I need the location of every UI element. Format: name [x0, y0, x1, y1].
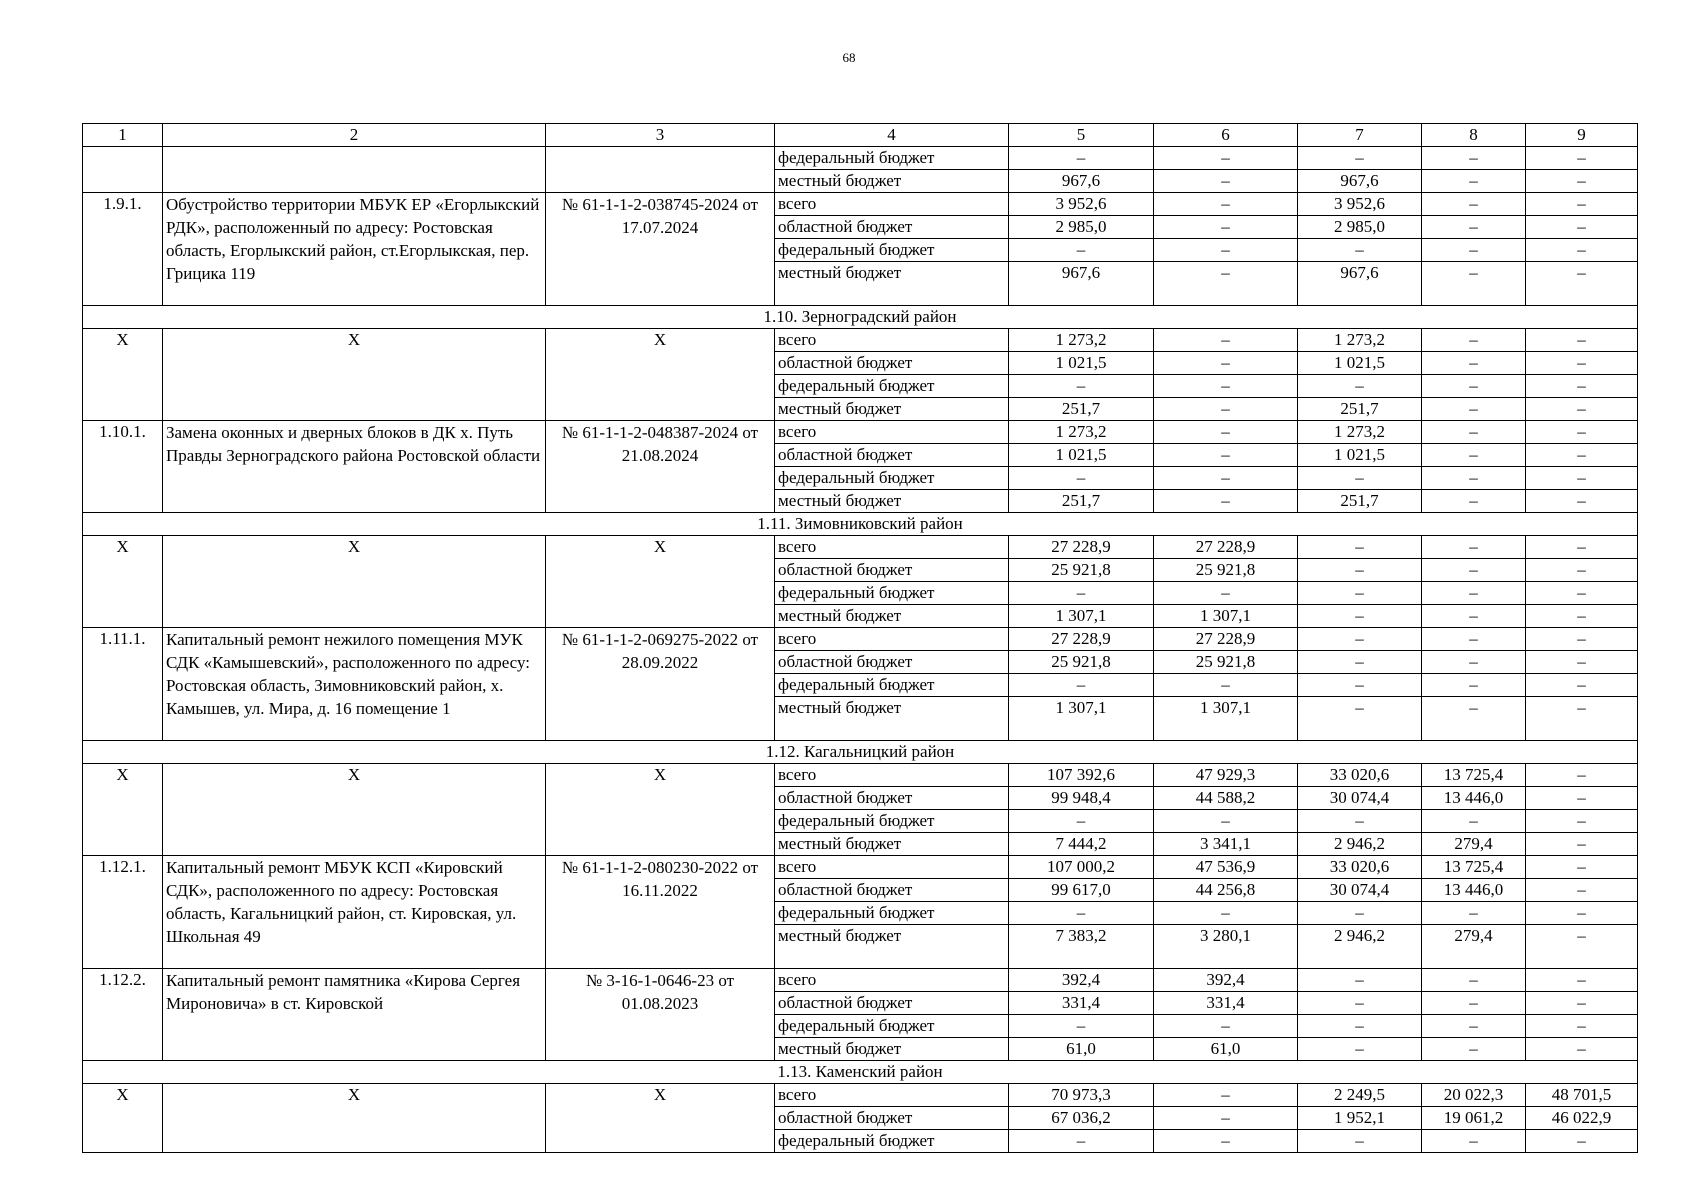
value-cell: 13 446,0	[1422, 787, 1526, 810]
item-description: Замена оконных и дверных блоков в ДК х. Путь Правды Зерноградского района Ростовской области	[163, 421, 546, 513]
value-cell: –	[1526, 925, 1638, 969]
source-label: всего	[775, 421, 1009, 444]
source-label: местный бюджет	[775, 697, 1009, 741]
value-cell: –	[1422, 651, 1526, 674]
value-cell: –	[1154, 147, 1298, 170]
item-number: 1.12.2.	[83, 969, 163, 1061]
value-cell: –	[1154, 262, 1298, 306]
value-cell: –	[1422, 605, 1526, 628]
item-number: 1.11.1.	[83, 628, 163, 741]
value-cell: 30 074,4	[1298, 879, 1422, 902]
value-cell: 48 701,5	[1526, 1084, 1638, 1107]
value-cell: 3 280,1	[1154, 925, 1298, 969]
value-cell: 20 022,3	[1422, 1084, 1526, 1107]
value-cell: 331,4	[1154, 992, 1298, 1015]
source-label: местный бюджет	[775, 398, 1009, 421]
value-cell: 1 021,5	[1009, 352, 1154, 375]
value-cell: 251,7	[1298, 490, 1422, 513]
value-cell: –	[1422, 239, 1526, 262]
value-cell: 1 307,1	[1009, 697, 1154, 741]
value-cell: –	[1422, 1038, 1526, 1061]
source-label: всего	[775, 628, 1009, 651]
empty-cell	[163, 147, 546, 193]
value-cell: –	[1298, 147, 1422, 170]
section-header-row	[83, 513, 1638, 536]
value-cell: 3 952,6	[1298, 193, 1422, 216]
value-cell: –	[1154, 398, 1298, 421]
source-label: федеральный бюджет	[775, 1015, 1009, 1038]
value-cell: 27 228,9	[1154, 628, 1298, 651]
document-reference: № 61-1-1-2-069275-2022 от 28.09.2022	[546, 628, 775, 741]
header-cell-5: 5	[1009, 124, 1154, 147]
item-row	[83, 421, 1638, 444]
value-cell: 33 020,6	[1298, 764, 1422, 787]
value-cell: 25 921,8	[1154, 651, 1298, 674]
value-cell: –	[1526, 559, 1638, 582]
item-description: Капитальный ремонт нежилого помещения МУК СДК «Камышевский», расположенного по адресу: Ростовская область, Зимовниковский район, х. Камышев, ул. Мира, д. 16 помещение 1	[163, 628, 546, 741]
value-cell: –	[1526, 651, 1638, 674]
value-cell: –	[1526, 421, 1638, 444]
source-label: федеральный бюджет	[775, 147, 1009, 170]
value-cell: –	[1009, 810, 1154, 833]
source-label: областной бюджет	[775, 559, 1009, 582]
value-cell: 67 036,2	[1009, 1107, 1154, 1130]
value-cell: 25 921,8	[1009, 559, 1154, 582]
section-title: 1.13. Каменский район	[83, 1061, 1638, 1084]
section-title: 1.10. Зерноградский район	[83, 306, 1638, 329]
value-cell: 967,6	[1298, 262, 1422, 306]
value-cell: –	[1526, 147, 1638, 170]
value-cell: –	[1009, 147, 1154, 170]
document-reference: № 61-1-1-2-038745-2024 от 17.07.2024	[546, 193, 775, 306]
value-cell: 25 921,8	[1009, 651, 1154, 674]
value-cell: 107 392,6	[1009, 764, 1154, 787]
value-cell: –	[1526, 697, 1638, 741]
source-label: областной бюджет	[775, 444, 1009, 467]
value-cell: –	[1422, 170, 1526, 193]
value-cell: –	[1526, 375, 1638, 398]
value-cell: –	[1422, 444, 1526, 467]
value-cell: 1 307,1	[1154, 697, 1298, 741]
source-label: областной бюджет	[775, 216, 1009, 239]
value-cell: 251,7	[1298, 398, 1422, 421]
value-cell: –	[1526, 628, 1638, 651]
x-mark: X	[546, 1084, 775, 1153]
value-cell: –	[1422, 375, 1526, 398]
value-cell: –	[1298, 1130, 1422, 1153]
value-cell: –	[1422, 216, 1526, 239]
value-cell: –	[1154, 216, 1298, 239]
value-cell: –	[1298, 1015, 1422, 1038]
value-cell: 44 256,8	[1154, 879, 1298, 902]
value-cell: 2 985,0	[1298, 216, 1422, 239]
value-cell: –	[1526, 856, 1638, 879]
value-cell: 30 074,4	[1298, 787, 1422, 810]
value-cell: –	[1154, 810, 1298, 833]
header-cell-3: 3	[546, 124, 775, 147]
value-cell: –	[1422, 1015, 1526, 1038]
header-cell-4: 4	[775, 124, 1009, 147]
value-cell: –	[1526, 536, 1638, 559]
value-cell: –	[1154, 467, 1298, 490]
value-cell: 1 307,1	[1009, 605, 1154, 628]
source-label: всего	[775, 764, 1009, 787]
value-cell: –	[1298, 651, 1422, 674]
value-cell: –	[1298, 992, 1422, 1015]
value-cell: –	[1298, 810, 1422, 833]
value-cell: 3 341,1	[1154, 833, 1298, 856]
value-cell: –	[1298, 582, 1422, 605]
item-number: 1.9.1.	[83, 193, 163, 306]
header-cell-1: 1	[83, 124, 163, 147]
value-cell: –	[1298, 239, 1422, 262]
value-cell: –	[1422, 262, 1526, 306]
value-cell: –	[1422, 1130, 1526, 1153]
value-cell: –	[1526, 1038, 1638, 1061]
summary-row	[83, 329, 1638, 352]
source-label: федеральный бюджет	[775, 1130, 1009, 1153]
value-cell: –	[1009, 375, 1154, 398]
source-label: областной бюджет	[775, 992, 1009, 1015]
x-mark: X	[163, 764, 546, 856]
value-cell: –	[1154, 170, 1298, 193]
source-label: местный бюджет	[775, 170, 1009, 193]
source-label: областной бюджет	[775, 651, 1009, 674]
value-cell: –	[1298, 467, 1422, 490]
value-cell: –	[1526, 398, 1638, 421]
value-cell: –	[1526, 902, 1638, 925]
source-label: федеральный бюджет	[775, 674, 1009, 697]
source-label: местный бюджет	[775, 490, 1009, 513]
x-mark: X	[546, 329, 775, 421]
value-cell: 1 307,1	[1154, 605, 1298, 628]
source-label: местный бюджет	[775, 605, 1009, 628]
x-mark: X	[83, 329, 163, 421]
value-cell: –	[1298, 674, 1422, 697]
empty-cell	[83, 147, 163, 193]
value-cell: 1 952,1	[1298, 1107, 1422, 1130]
value-cell: 2 249,5	[1298, 1084, 1422, 1107]
x-mark: X	[83, 536, 163, 628]
section-title: 1.12. Кагальницкий район	[83, 741, 1638, 764]
value-cell: –	[1422, 329, 1526, 352]
value-cell: –	[1526, 1130, 1638, 1153]
header-cell-7: 7	[1298, 124, 1422, 147]
value-cell: –	[1422, 398, 1526, 421]
value-cell: 251,7	[1009, 398, 1154, 421]
value-cell: –	[1422, 147, 1526, 170]
value-cell: 279,4	[1422, 833, 1526, 856]
value-cell: –	[1526, 787, 1638, 810]
value-cell: –	[1298, 697, 1422, 741]
value-cell: 392,4	[1154, 969, 1298, 992]
value-cell: –	[1154, 1015, 1298, 1038]
value-cell: 13 725,4	[1422, 856, 1526, 879]
source-label: федеральный бюджет	[775, 239, 1009, 262]
value-cell: 967,6	[1009, 170, 1154, 193]
value-cell: –	[1298, 1038, 1422, 1061]
value-cell: 61,0	[1009, 1038, 1154, 1061]
value-cell: 13 446,0	[1422, 879, 1526, 902]
value-cell: 27 228,9	[1009, 628, 1154, 651]
value-cell: 1 273,2	[1009, 421, 1154, 444]
value-cell: –	[1422, 490, 1526, 513]
value-cell: 331,4	[1009, 992, 1154, 1015]
source-label: всего	[775, 329, 1009, 352]
value-cell: 1 021,5	[1009, 444, 1154, 467]
value-cell: –	[1422, 193, 1526, 216]
item-row	[83, 969, 1638, 992]
value-cell: –	[1154, 1084, 1298, 1107]
value-cell: –	[1298, 605, 1422, 628]
value-cell: 70 973,3	[1009, 1084, 1154, 1107]
value-cell: 99 948,4	[1009, 787, 1154, 810]
document-reference: № 61-1-1-2-080230-2022 от 16.11.2022	[546, 856, 775, 969]
value-cell: 19 061,2	[1422, 1107, 1526, 1130]
value-cell: 1 273,2	[1298, 329, 1422, 352]
value-cell: –	[1154, 444, 1298, 467]
value-cell: –	[1298, 969, 1422, 992]
value-cell: 27 228,9	[1009, 536, 1154, 559]
value-cell: –	[1422, 674, 1526, 697]
header-row	[83, 124, 1638, 147]
section-header-row	[83, 741, 1638, 764]
value-cell: –	[1298, 536, 1422, 559]
value-cell: 2 946,2	[1298, 925, 1422, 969]
source-label: всего	[775, 1084, 1009, 1107]
value-cell: –	[1526, 216, 1638, 239]
value-cell: –	[1526, 193, 1638, 216]
value-cell: 251,7	[1009, 490, 1154, 513]
value-cell: –	[1298, 902, 1422, 925]
value-cell: 13 725,4	[1422, 764, 1526, 787]
value-cell: –	[1154, 902, 1298, 925]
x-mark: X	[83, 1084, 163, 1153]
source-label: областной бюджет	[775, 352, 1009, 375]
value-cell: 25 921,8	[1154, 559, 1298, 582]
empty-cell	[546, 147, 775, 193]
value-cell: –	[1422, 969, 1526, 992]
source-label: местный бюджет	[775, 1038, 1009, 1061]
value-cell: –	[1154, 352, 1298, 375]
value-cell: –	[1526, 833, 1638, 856]
item-description: Обустройство территории МБУК ЕР «Егорлыкский РДК», расположенный по адресу: Ростовская область, Егорлыкский район, ст.Егорлыкская, пер. Грицика 119	[163, 193, 546, 306]
value-cell: –	[1526, 969, 1638, 992]
source-label: областной бюджет	[775, 1107, 1009, 1130]
value-cell: –	[1298, 375, 1422, 398]
item-description: Капитальный ремонт памятника «Кирова Сергея Мироновича» в ст. Кировской	[163, 969, 546, 1061]
x-mark: X	[546, 536, 775, 628]
value-cell: –	[1154, 1107, 1298, 1130]
section-header-row	[83, 1061, 1638, 1084]
value-cell: 1 021,5	[1298, 352, 1422, 375]
value-cell: –	[1526, 582, 1638, 605]
value-cell: –	[1422, 559, 1526, 582]
value-cell: –	[1422, 582, 1526, 605]
value-cell: 107 000,2	[1009, 856, 1154, 879]
value-cell: –	[1154, 490, 1298, 513]
header-cell-9: 9	[1526, 124, 1638, 147]
value-cell: –	[1422, 810, 1526, 833]
source-label: всего	[775, 193, 1009, 216]
budget-table	[82, 123, 1638, 1153]
value-cell: –	[1526, 992, 1638, 1015]
value-cell: 279,4	[1422, 925, 1526, 969]
section-title: 1.11. Зимовниковский район	[83, 513, 1638, 536]
item-description: Капитальный ремонт МБУК КСП «Кировский СДК», расположенного по адресу: Ростовская область, Кагальницкий район, ст. Кировская, ул. Школьная 49	[163, 856, 546, 969]
item-row	[83, 628, 1638, 651]
value-cell: –	[1526, 170, 1638, 193]
value-cell: –	[1526, 810, 1638, 833]
source-label: федеральный бюджет	[775, 375, 1009, 398]
source-label: федеральный бюджет	[775, 467, 1009, 490]
value-cell: –	[1009, 674, 1154, 697]
source-label: федеральный бюджет	[775, 810, 1009, 833]
value-cell: –	[1009, 239, 1154, 262]
value-cell: 7 444,2	[1009, 833, 1154, 856]
x-mark: X	[546, 764, 775, 856]
value-cell: –	[1526, 764, 1638, 787]
header-cell-6: 6	[1154, 124, 1298, 147]
source-label: всего	[775, 536, 1009, 559]
value-cell: –	[1526, 467, 1638, 490]
value-cell: 1 273,2	[1009, 329, 1154, 352]
value-cell: –	[1009, 1130, 1154, 1153]
value-cell: –	[1154, 329, 1298, 352]
value-cell: –	[1422, 352, 1526, 375]
source-label: областной бюджет	[775, 787, 1009, 810]
value-cell: –	[1298, 559, 1422, 582]
value-cell: –	[1422, 992, 1526, 1015]
document-reference: № 61-1-1-2-048387-2024 от 21.08.2024	[546, 421, 775, 513]
value-cell: –	[1526, 1015, 1638, 1038]
x-mark: X	[163, 329, 546, 421]
document-reference: № 3-16-1-0646-23 от 01.08.2023	[546, 969, 775, 1061]
value-cell: –	[1154, 421, 1298, 444]
item-row	[83, 856, 1638, 879]
source-label: местный бюджет	[775, 262, 1009, 306]
value-cell: –	[1422, 902, 1526, 925]
value-cell: –	[1154, 1130, 1298, 1153]
value-cell: 44 588,2	[1154, 787, 1298, 810]
value-cell: –	[1009, 467, 1154, 490]
value-cell: 33 020,6	[1298, 856, 1422, 879]
value-cell: 967,6	[1298, 170, 1422, 193]
x-mark: X	[83, 764, 163, 856]
value-cell: –	[1526, 239, 1638, 262]
source-label: всего	[775, 969, 1009, 992]
value-cell: 967,6	[1009, 262, 1154, 306]
value-cell: –	[1422, 536, 1526, 559]
value-cell: –	[1422, 467, 1526, 490]
value-cell: –	[1154, 239, 1298, 262]
value-cell: –	[1154, 582, 1298, 605]
value-cell: 46 022,9	[1526, 1107, 1638, 1130]
value-cell: –	[1154, 375, 1298, 398]
item-number: 1.12.1.	[83, 856, 163, 969]
source-label: областной бюджет	[775, 879, 1009, 902]
value-cell: 1 021,5	[1298, 444, 1422, 467]
header-cell-8: 8	[1422, 124, 1526, 147]
source-label: всего	[775, 856, 1009, 879]
value-cell: –	[1526, 352, 1638, 375]
value-cell: 392,4	[1009, 969, 1154, 992]
table-row	[83, 147, 1638, 170]
value-cell: 99 617,0	[1009, 879, 1154, 902]
value-cell: –	[1526, 674, 1638, 697]
value-cell: 61,0	[1154, 1038, 1298, 1061]
summary-row	[83, 536, 1638, 559]
header-cell-2: 2	[163, 124, 546, 147]
value-cell: 27 228,9	[1154, 536, 1298, 559]
source-label: местный бюджет	[775, 925, 1009, 969]
value-cell: –	[1298, 628, 1422, 651]
source-label: федеральный бюджет	[775, 582, 1009, 605]
value-cell: 47 929,3	[1154, 764, 1298, 787]
value-cell: –	[1422, 628, 1526, 651]
source-label: местный бюджет	[775, 833, 1009, 856]
item-row	[83, 193, 1638, 216]
value-cell: –	[1154, 674, 1298, 697]
value-cell: –	[1526, 605, 1638, 628]
value-cell: –	[1009, 582, 1154, 605]
value-cell: 2 985,0	[1009, 216, 1154, 239]
value-cell: 1 273,2	[1298, 421, 1422, 444]
value-cell: –	[1154, 193, 1298, 216]
value-cell: –	[1526, 329, 1638, 352]
value-cell: 7 383,2	[1009, 925, 1154, 969]
summary-row	[83, 1084, 1638, 1107]
value-cell: –	[1009, 1015, 1154, 1038]
value-cell: –	[1422, 421, 1526, 444]
value-cell: –	[1526, 879, 1638, 902]
value-cell: 47 536,9	[1154, 856, 1298, 879]
source-label: федеральный бюджет	[775, 902, 1009, 925]
summary-row	[83, 764, 1638, 787]
value-cell: 2 946,2	[1298, 833, 1422, 856]
value-cell: –	[1422, 697, 1526, 741]
page-number: 68	[842, 50, 856, 65]
value-cell: –	[1526, 490, 1638, 513]
value-cell: –	[1526, 262, 1638, 306]
value-cell: –	[1526, 444, 1638, 467]
item-number: 1.10.1.	[83, 421, 163, 513]
x-mark: X	[163, 536, 546, 628]
section-header-row	[83, 306, 1638, 329]
value-cell: 3 952,6	[1009, 193, 1154, 216]
value-cell: –	[1009, 902, 1154, 925]
x-mark: X	[163, 1084, 546, 1153]
